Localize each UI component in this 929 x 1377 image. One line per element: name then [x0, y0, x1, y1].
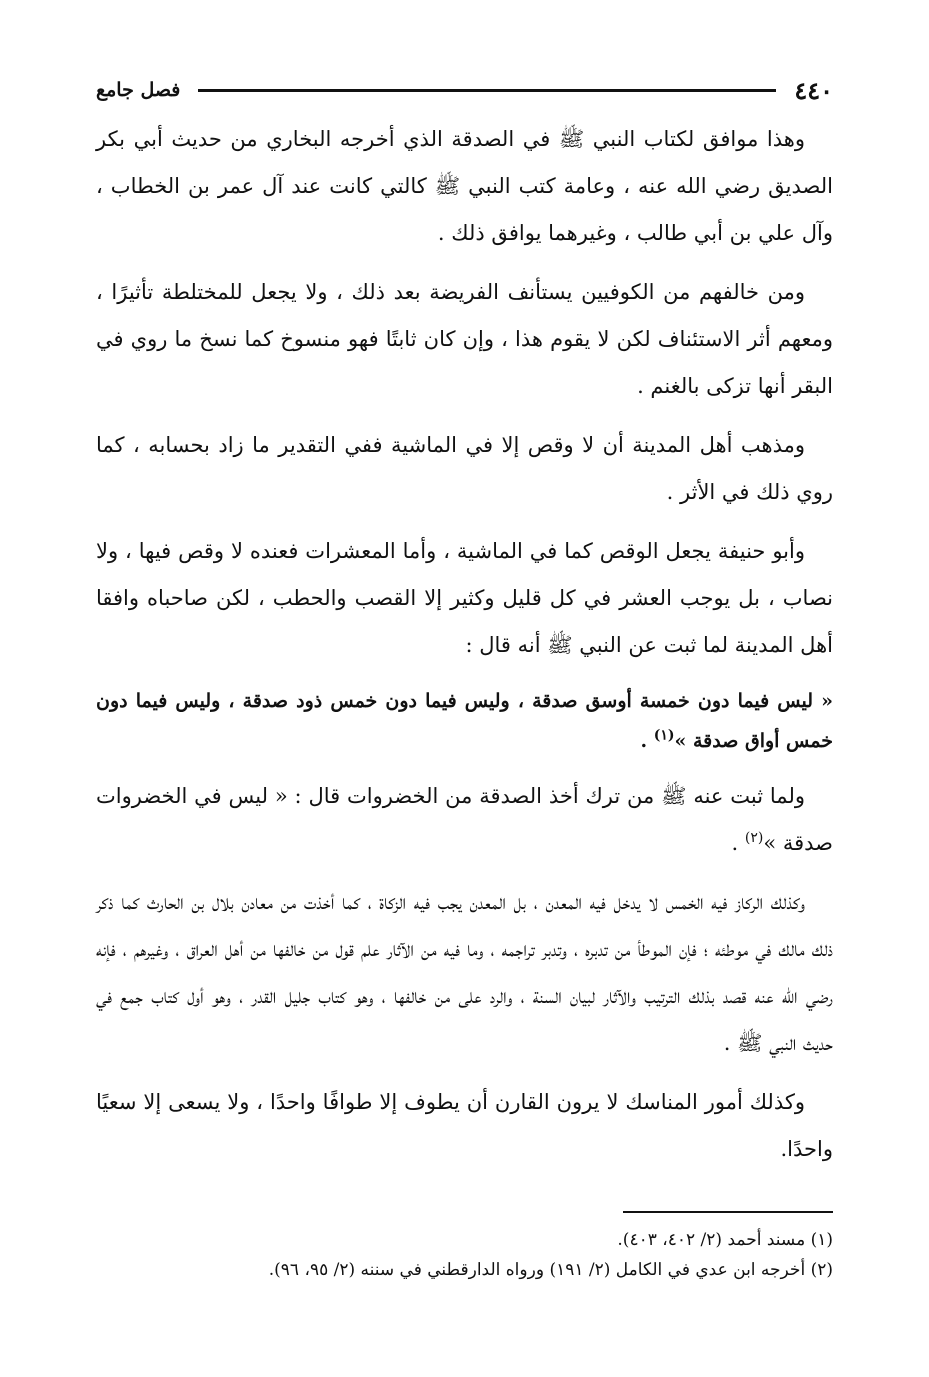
paragraph [96, 773, 833, 867]
paragraph: وهذا موافق لكتاب النبي ﷺ في الصدقة الذي أخرجه البخاري من حديث أبي بكر الصديق رضي الله عنه ، وعامة كتب النبي ﷺ كالتي كانت عند آل عمر بن الخطاب ، وآل علي بن أبي طالب ، وغيرهما يوافق ذلك . [96, 127, 833, 245]
footnote: (٢) أخرجه ابن عدي في الكامل (٢/ ١٩١) ورواه الدارقطني في سننه (٢/ ٩٥، ٩٦). [268, 1260, 833, 1280]
footnote-ref: (٢) [744, 830, 764, 846]
paragraph: ومذهب أهل المدينة أن لا وقص إلا في الماشية ففي التقدير ما زاد بحسابه ، كما روي ذلك في الأثر . [96, 433, 833, 504]
page-number: ٤٤٠ [794, 75, 833, 105]
running-title: فصل جامع [96, 79, 181, 101]
footnote-ref: (١) [653, 727, 675, 744]
paragraph: وكذلك الركاز فيه الخمس لا يدخل فيه المعدن ، بل المعدن يجب فيه الزكاة ، كما أخذت من معادن بلال بن الحارث كما ذكر ذلك مالك في موطئه ؛ فإن الموطأ من تدبره ، وتدبر تراجمه ، وما فيه من الآثار علم قول من خالفها من أهل العراق ، وغيرهم ، فإنه رضي الله عنه قصد بذلك الترتيب والآثار لبيان السنة ، والرد على من خالفها ، وهو كتاب جليل القدر ، وهو أول كتاب جمع في حديث النبي ﷺ . [96, 890, 833, 1055]
paragraph-text: ولما ثبت عنه ﷺ من ترك أخذ الصدقة من الخضروات قال : « ليس في الخضروات صدقة » [96, 784, 833, 855]
footnotes [96, 1225, 833, 1285]
paragraph: ومن خالفهم من الكوفيين يستأنف الفريضة بعد ذلك ، ولا يجعل للمختلطة تأثيرًا ، ومعهم أثر الاستئناف لكن لا يقوم هذا ، وإن كان ثابتًا فهو منسوخ كما نسخ ما روي في البقر أنها تزكى بالغنم . [96, 280, 833, 398]
paragraph: وأبو حنيفة يجعل الوقص كما في الماشية ، وأما المعشرات فعنده لا وقص فيها ، ولا نصاب ، بل يوجب العشر في كل قليل وكثير إلا القصب والحطب ، لكن صاحباه وافقا أهل المدينة لما ثبت عن النبي ﷺ أنه قال : [96, 539, 833, 657]
header-rule [198, 89, 776, 92]
paragraph-tail: . [731, 831, 745, 855]
footnote: (١) مسند أحمد (٢/ ٤٠٢، ٤٠٣). [617, 1230, 833, 1250]
hadith-quote-text: « ليس فيما دون خمسة أوسق صدقة ، وليس فيما دون خمس ذود صدقة ، وليس فيما دون خمس أواق صدقة » [96, 690, 833, 752]
body-text [96, 116, 833, 1173]
paragraph: وكذلك أمور المناسك لا يرون القارن أن يطوف إلا طوافًا واحدًا ، ولا يسعى إلا سعيًا واحدًا. [96, 1090, 833, 1161]
page-header [96, 70, 833, 110]
hadith-quote [96, 681, 833, 761]
quote-tail: . [640, 730, 654, 752]
footnote-rule [623, 1211, 833, 1213]
